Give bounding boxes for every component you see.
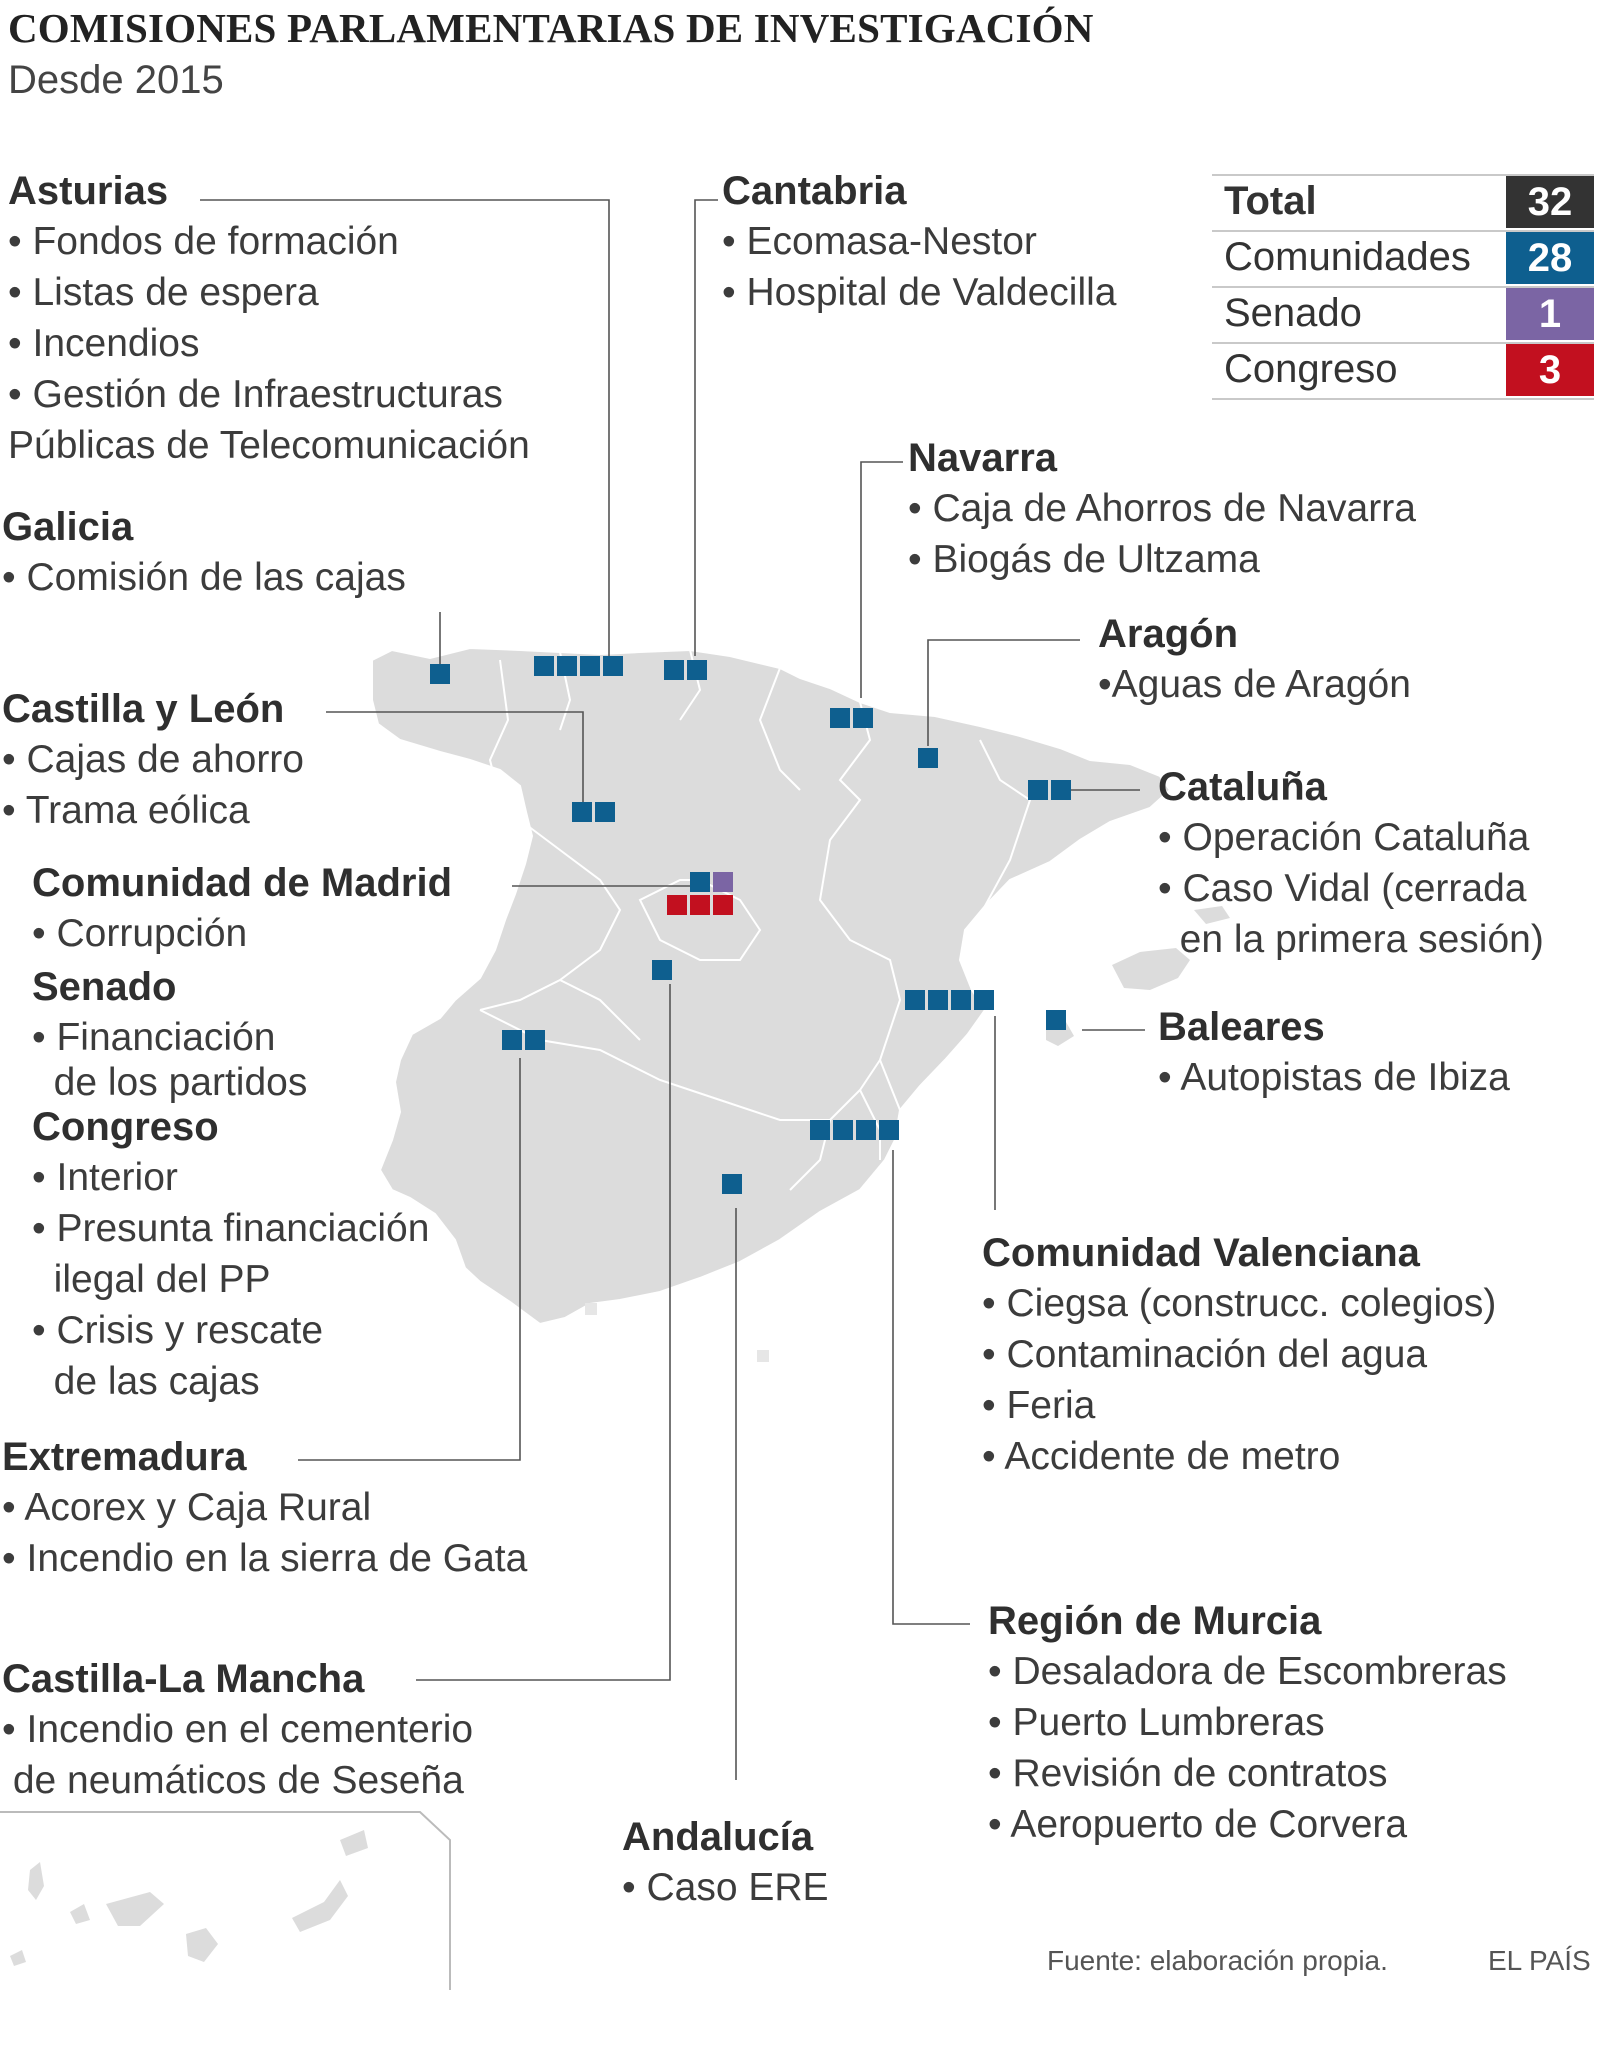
legend-row-total (1212, 174, 1594, 230)
region-item: • Incendio en la sierra de Gata (2, 1537, 528, 1580)
marker-madrid (690, 872, 710, 892)
marker-extremadura (525, 1030, 545, 1050)
marker-murcia (833, 1120, 853, 1140)
region-asturias (8, 166, 530, 471)
leader-cantabria (695, 200, 718, 656)
region-item: • Ecomasa-Nestor (722, 220, 1037, 263)
marker-aragon (918, 748, 938, 768)
marker-extremadura (502, 1030, 522, 1050)
marker-congreso (713, 895, 733, 915)
marker-galicia (430, 664, 450, 684)
region-item: • Autopistas de Ibiza (1158, 1056, 1510, 1099)
region-item: ilegal del PP (32, 1258, 271, 1301)
region-name: Baleares (1158, 1005, 1325, 1049)
legend-label: Total (1224, 179, 1317, 223)
region-name: Galicia (2, 505, 134, 549)
region-item: • Accidente de metro (982, 1435, 1341, 1478)
region-castilla-mancha (2, 1654, 473, 1806)
marker-cantabria (664, 660, 684, 680)
region-item: • Acorex y Caja Rural (2, 1486, 372, 1529)
region-item: • Financiación (32, 1016, 276, 1059)
page-subtitle: Desde 2015 (8, 58, 224, 102)
marker-baleares (1046, 1010, 1066, 1030)
legend-value: 28 (1506, 232, 1594, 284)
region-navarra (908, 433, 1416, 585)
region-item: • Listas de espera (8, 271, 319, 314)
region-name: Congreso (32, 1105, 219, 1149)
region-item: Públicas de Telecomunicación (8, 424, 530, 467)
region-name: Comunidad Valenciana (982, 1231, 1420, 1275)
region-item: en la primera sesión) (1158, 918, 1544, 961)
region-item: • Incendio en el cementerio (2, 1708, 474, 1751)
region-castilla-leon (2, 684, 304, 836)
region-item: • Contaminación del agua (982, 1333, 1428, 1376)
region-name: Andalucía (622, 1815, 814, 1859)
region-item: • Aeropuerto de Corvera (988, 1803, 1408, 1846)
region-item: • Puerto Lumbreras (988, 1701, 1325, 1744)
region-item: • Feria (982, 1384, 1096, 1427)
region-item: • Corrupción (32, 912, 248, 955)
region-murcia (988, 1596, 1507, 1850)
marker-castilla-leon (572, 802, 592, 822)
region-name: Región de Murcia (988, 1599, 1322, 1643)
region-item: • Gestión de Infraestructuras (8, 373, 503, 416)
region-item: • Caso ERE (622, 1866, 829, 1909)
region-valencia (982, 1228, 1496, 1482)
region-item: • Fondos de formación (8, 220, 399, 263)
region-name: Castilla y León (2, 687, 285, 731)
region-name: Asturias (8, 169, 169, 213)
region-item: • Hospital de Valdecilla (722, 271, 1117, 314)
marker-murcia (810, 1120, 830, 1140)
marker-valencia (905, 990, 925, 1010)
marker-cataluna (1028, 780, 1048, 800)
leader-murcia (893, 1150, 970, 1624)
legend-label: Comunidades (1224, 235, 1471, 279)
region-name: Senado (32, 965, 177, 1009)
marker-asturias (603, 656, 623, 676)
marker-asturias (580, 656, 600, 676)
region-aragon (1098, 609, 1411, 710)
legend-row-senado (1212, 286, 1594, 342)
region-andalucia (622, 1812, 829, 1913)
region-item: de los partidos (32, 1061, 308, 1104)
marker-asturias (557, 656, 577, 676)
marker-castilla-leon (595, 802, 615, 822)
region-name: Comunidad de Madrid (32, 861, 452, 905)
region-item: • Caso Vidal (cerrada (1158, 867, 1527, 910)
region-item: • Biogás de Ultzama (908, 538, 1260, 581)
marker-cantabria (687, 660, 707, 680)
region-item: de neumáticos de Seseña (2, 1759, 464, 1802)
region-cataluna (1158, 762, 1544, 965)
marker-andalucia (722, 1174, 742, 1194)
legend-label: Senado (1224, 291, 1362, 335)
region-madrid (32, 858, 452, 959)
legend-label: Congreso (1224, 347, 1398, 391)
region-name: Cataluña (1158, 765, 1327, 809)
marker-navarra (830, 708, 850, 728)
marker-castilla-mancha (652, 960, 672, 980)
page-title: COMISIONES PARLAMENTARIAS DE INVESTIGACIÓN (8, 5, 1094, 51)
region-name: Castilla-La Mancha (2, 1657, 365, 1701)
canary-inset-frame (0, 1812, 450, 1990)
region-item: de las cajas (32, 1360, 260, 1403)
canary-islands (10, 1830, 368, 1966)
totals-legend (1212, 174, 1594, 400)
region-congreso (32, 1102, 429, 1407)
region-name: Cantabria (722, 169, 907, 213)
region-item: • Caja de Ahorros de Navarra (908, 487, 1416, 530)
source-note: Fuente: elaboración propia. (1047, 1945, 1388, 1976)
region-name: Extremadura (2, 1435, 247, 1479)
legend-value: 3 (1506, 344, 1594, 396)
legend-value: 32 (1506, 176, 1594, 228)
marker-cataluna (1051, 780, 1071, 800)
region-name: Navarra (908, 436, 1058, 480)
marker-congreso (667, 895, 687, 915)
region-item: • Operación Cataluña (1158, 816, 1530, 859)
marker-valencia (974, 990, 994, 1010)
marker-murcia (856, 1120, 876, 1140)
marker-senado (713, 872, 733, 892)
melilla-shape (757, 1350, 769, 1362)
region-item: • Desaladora de Escombreras (988, 1650, 1507, 1693)
brand-logo: EL PAÍS (1488, 1945, 1591, 1976)
region-name: Aragón (1098, 612, 1238, 656)
region-cantabria (722, 166, 1116, 318)
marker-congreso (690, 895, 710, 915)
region-item: • Incendios (8, 322, 200, 365)
region-galicia (2, 502, 406, 603)
marker-murcia (879, 1120, 899, 1140)
region-item: • Crisis y rescate (32, 1309, 324, 1352)
region-item: • Comisión de las cajas (2, 556, 406, 599)
marker-valencia (928, 990, 948, 1010)
region-baleares (1158, 1002, 1510, 1103)
region-item: • Cajas de ahorro (2, 738, 304, 781)
ceuta-shape (585, 1303, 597, 1315)
marker-navarra (853, 708, 873, 728)
leader-navarra (861, 462, 903, 698)
region-senado (32, 962, 307, 1103)
region-item: • Interior (32, 1156, 178, 1199)
region-item: • Revisión de contratos (988, 1752, 1388, 1795)
legend-row-congreso (1212, 342, 1594, 400)
region-item: • Ciegsa (construcc. colegios) (982, 1282, 1497, 1325)
region-item: •Aguas de Aragón (1098, 663, 1411, 706)
marker-asturias (534, 656, 554, 676)
region-item: • Trama eólica (2, 789, 250, 832)
legend-value: 1 (1506, 288, 1594, 340)
region-item: • Presunta financiación (32, 1207, 430, 1250)
marker-valencia (951, 990, 971, 1010)
legend-row-comunidades (1212, 230, 1594, 286)
region-extremadura (2, 1432, 527, 1584)
